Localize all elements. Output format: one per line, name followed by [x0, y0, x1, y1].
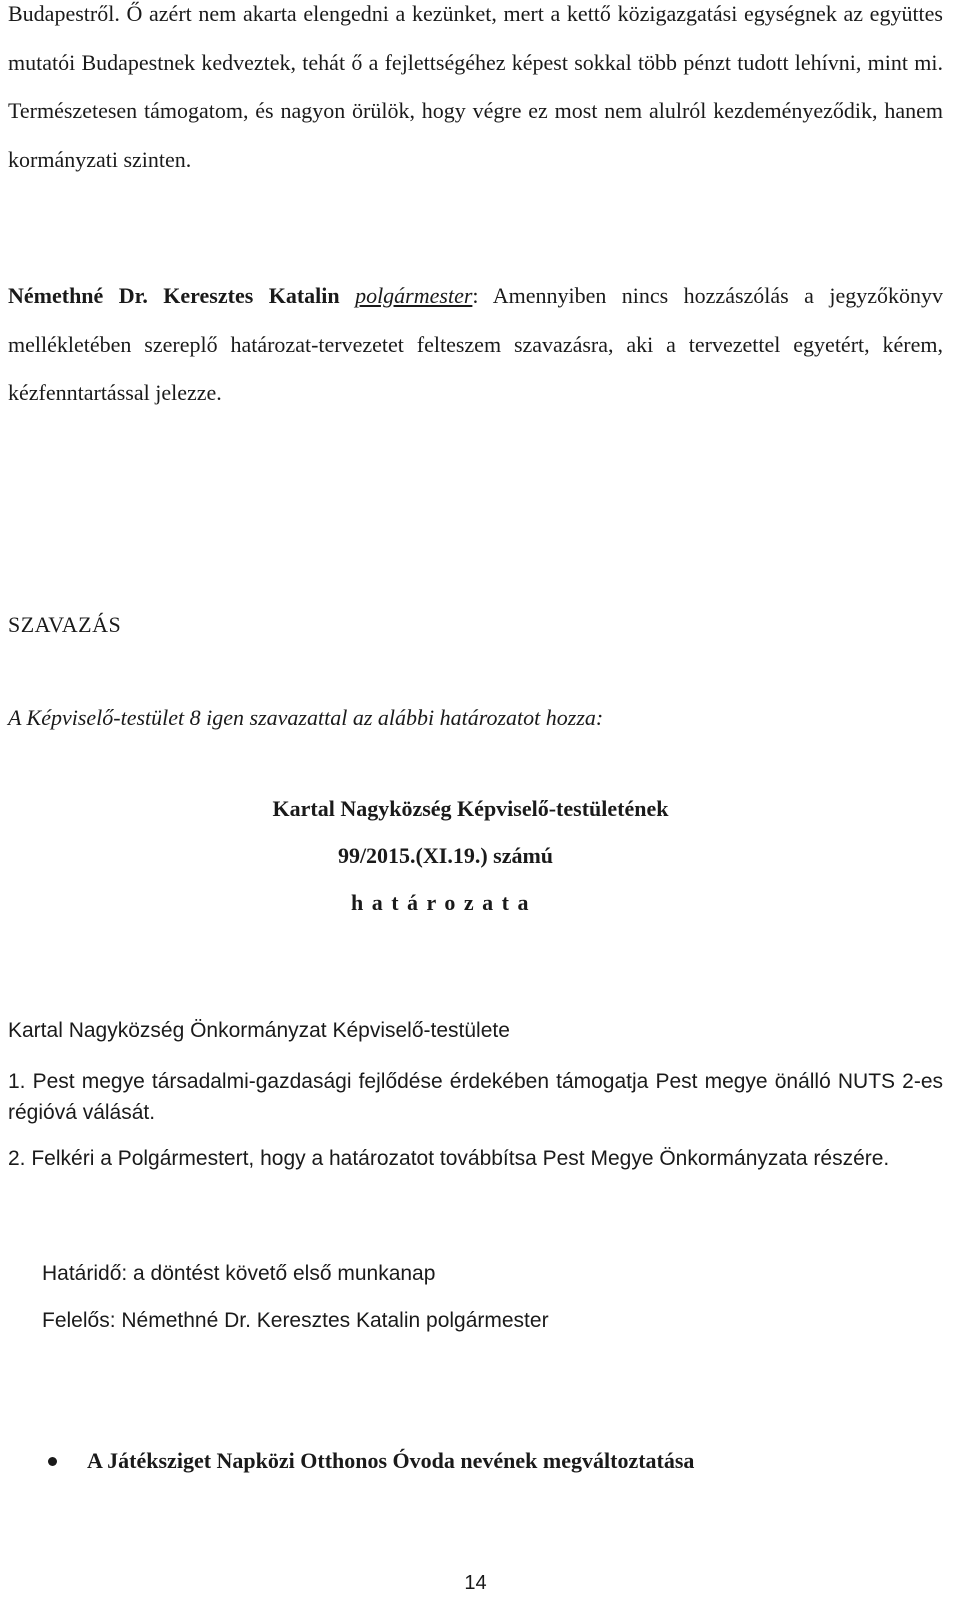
- deadline-line: Határidő: a döntést követő első munkanap: [42, 1262, 436, 1285]
- page-number: 14: [464, 1572, 487, 1594]
- bullet-icon: [48, 1457, 57, 1466]
- speaker-name: Némethné Dr. Keresztes Katalin: [8, 283, 340, 308]
- paragraph-mayor: [8, 272, 943, 418]
- next-topic-title: A Játéksziget Napközi Otthonos Óvoda nevének megváltoztatása: [87, 1448, 695, 1473]
- decision-header: [8, 785, 943, 926]
- decision-word: h a t á r o z a t a: [350, 890, 531, 915]
- decision-title: Kartal Nagyközség Képviselő-testületének: [272, 796, 669, 821]
- paragraph-intro: Budapestről. Ő azért nem akarta elengedni a kezünket, mert a kettő közigazgatási egységnek az együttes mutatói Budapestnek kedveztek, tehát ő a fejlettségéhez képest sokkal több pénzt tudott lehívni, mint mi. Természetesen támogatom, és nagyon örülök, hogy végre ez most nem alulról kezdeményeződik, hanem kormányzati szinten.: [8, 1, 943, 172]
- next-topic-bullet: [48, 1448, 694, 1474]
- vote-result: A Képviselő-testület 8 igen szavazattal az alábbi határozatot hozza:: [8, 705, 604, 730]
- speaker-role: polgármester: [355, 283, 473, 308]
- council-name: Kartal Nagyközség Önkormányzat Képviselő-testülete: [8, 1019, 510, 1042]
- decision-item-2: 2. Felkéri a Polgármestert, hogy a határozatot továbbítsa Pest Megye Önkormányzata részére.: [8, 1147, 890, 1170]
- responsible-line: Felelős: Némethné Dr. Keresztes Katalin polgármester: [42, 1309, 549, 1332]
- vote-heading: SZAVAZÁS: [8, 612, 122, 637]
- decision-number: 99/2015.(XI.19.) számú: [337, 843, 554, 868]
- decision-item-1: 1. Pest megye társadalmi-gazdasági fejlődése érdekében támogatja Pest megye önálló NUTS 2-es régióvá válását.: [8, 1070, 943, 1124]
- mayor-statement: : Amennyiben nincs hozzászólás a jegyzőkönyv mellékletében szereplő határozat-tervezetet felteszem szavazásra, aki a tervezettel egyetért, kérem, kézfenntartással jelezze.: [8, 283, 943, 405]
